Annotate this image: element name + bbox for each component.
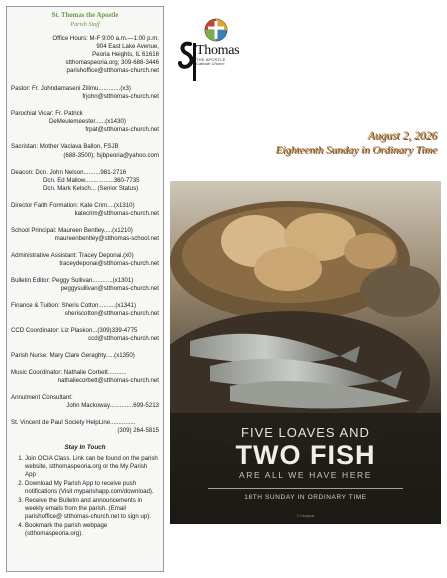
parish-name: St. Thomas the Apostle <box>51 12 119 19</box>
logo-sub2: Catholic Church <box>196 61 225 66</box>
staff-entry-finance: Finance & Tuition: Sheris Cotton..........(x1341) sheriscotton@stthomas-church.net <box>11 301 159 317</box>
staff-entry-pastor: Pastor: Fr. Johndamaseni Zilimu.............(x3) frjohn@stthomas-church.net <box>11 85 159 101</box>
staff-entry-music: Music Coordinator: Nathalie Corbett........... nathaliecorbett@stthomas-church.net <box>11 369 159 385</box>
office-city: Peoria Heights, IL 61616 <box>92 51 159 59</box>
bulletin-date-block <box>275 130 437 156</box>
staff-entry-bulletin-editor: Bulletin Editor: Peggy Sullivan............(x1301) peggysullivan@stthomas-church.net <box>11 276 159 292</box>
logo-name: Thomas <box>196 43 240 58</box>
staff-entry-annulment: Annulment Consultant: John Mackoway..............699-5213 <box>11 394 159 410</box>
office-hours: Office Hours: M-F 9:00 a.m.—1:00 p.m. <box>52 35 159 43</box>
stay-item: 3. Receive the Bulletin and announcements in weekly emails from the parish. (Email parishoffice@ stthomas-church.net to sign up). <box>25 497 159 521</box>
stay-item: 2. Download My Parish App to receive push notifications (Visit myparishapp.com/download). <box>25 480 159 496</box>
staff-entry-principal: School Principal: Maureen Bentley.....(x1210) maureenbentley@stthomas-school.net <box>11 226 159 242</box>
poster-divider <box>208 488 403 489</box>
poster-title: TWO FISH <box>235 440 376 470</box>
logo-text <box>196 44 239 66</box>
staff-panel <box>6 6 164 572</box>
logo-sub: THE APOSTLE <box>196 57 226 62</box>
bulletin-date: August 2, 2026 <box>367 130 437 142</box>
office-info <box>11 35 159 75</box>
office-website[interactable]: stthomaspeoria.org; 309-688-3446 <box>65 59 159 67</box>
staff-entry-svdp: St. Vincent de Paul Society HelpLine............... (309) 264-5815 <box>11 419 159 435</box>
stay-in-touch-list <box>11 455 159 538</box>
staff-entry-faith-formation: Director Faith Formation: Kate Crim....(x1310) katecrim@stthomas-church.net <box>11 201 159 217</box>
poster-line-1: FIVE LOAVES AND <box>241 425 370 440</box>
stay-item: 1. Join OCIA Class. Link can be found on the parish website, stthomaspeoria.org or the My Parish App <box>25 455 159 479</box>
office-address: 904 East Lake Avenue, <box>96 43 159 51</box>
parish-staff-label: Parish Staff <box>70 20 100 28</box>
stay-item: 4. Bookmark the parish webpage (stthomaspeoria.org). <box>25 522 159 538</box>
staff-entry-nurse: Parish Nurse: Mary Clare Geraghty.....(x1350) <box>11 352 135 359</box>
staff-entry-deacons: Deacon: Dcn. John Nelson..........981-2716 Dcn. Ed Mallow.................360-7735 Dcn. Mark Kelsch... (Senior Status) <box>11 168 140 192</box>
stay-in-touch-title: Stay In Touch <box>64 444 106 452</box>
poster-line-3: ARE ALL WE HAVE HERE <box>238 470 373 480</box>
staff-entry-admin-assistant: Administrative Assistant: Tracey Deponai.(x0) traceydeponai@stthomas-church.net <box>11 251 159 267</box>
staff-entry-vicar: Parochial Vicar: Fr. Patrick DeMeulemeester......(x1430) frpat@stthomas-church.net <box>11 110 159 134</box>
poster-sunday: 18TH SUNDAY IN ORDINARY TIME <box>244 494 367 501</box>
liturgical-day: Eighteenth Sunday in Ordinary Time <box>275 144 437 156</box>
poster-credit: © Liturgical <box>296 514 315 518</box>
cover-poster <box>170 181 441 524</box>
staff-entry-ccd: CCD Coordinator: Liz Plaskon...(309)339-4775 ccd@stthomas-church.net <box>11 326 159 342</box>
office-email[interactable]: parishoffice@stthomas-church.net <box>66 67 159 75</box>
staff-entry-sacristan: Sacristan: Mother Vaclava Ballon, FSJB (688-3500); fsjbpeoria@yahoo.com <box>11 143 159 159</box>
